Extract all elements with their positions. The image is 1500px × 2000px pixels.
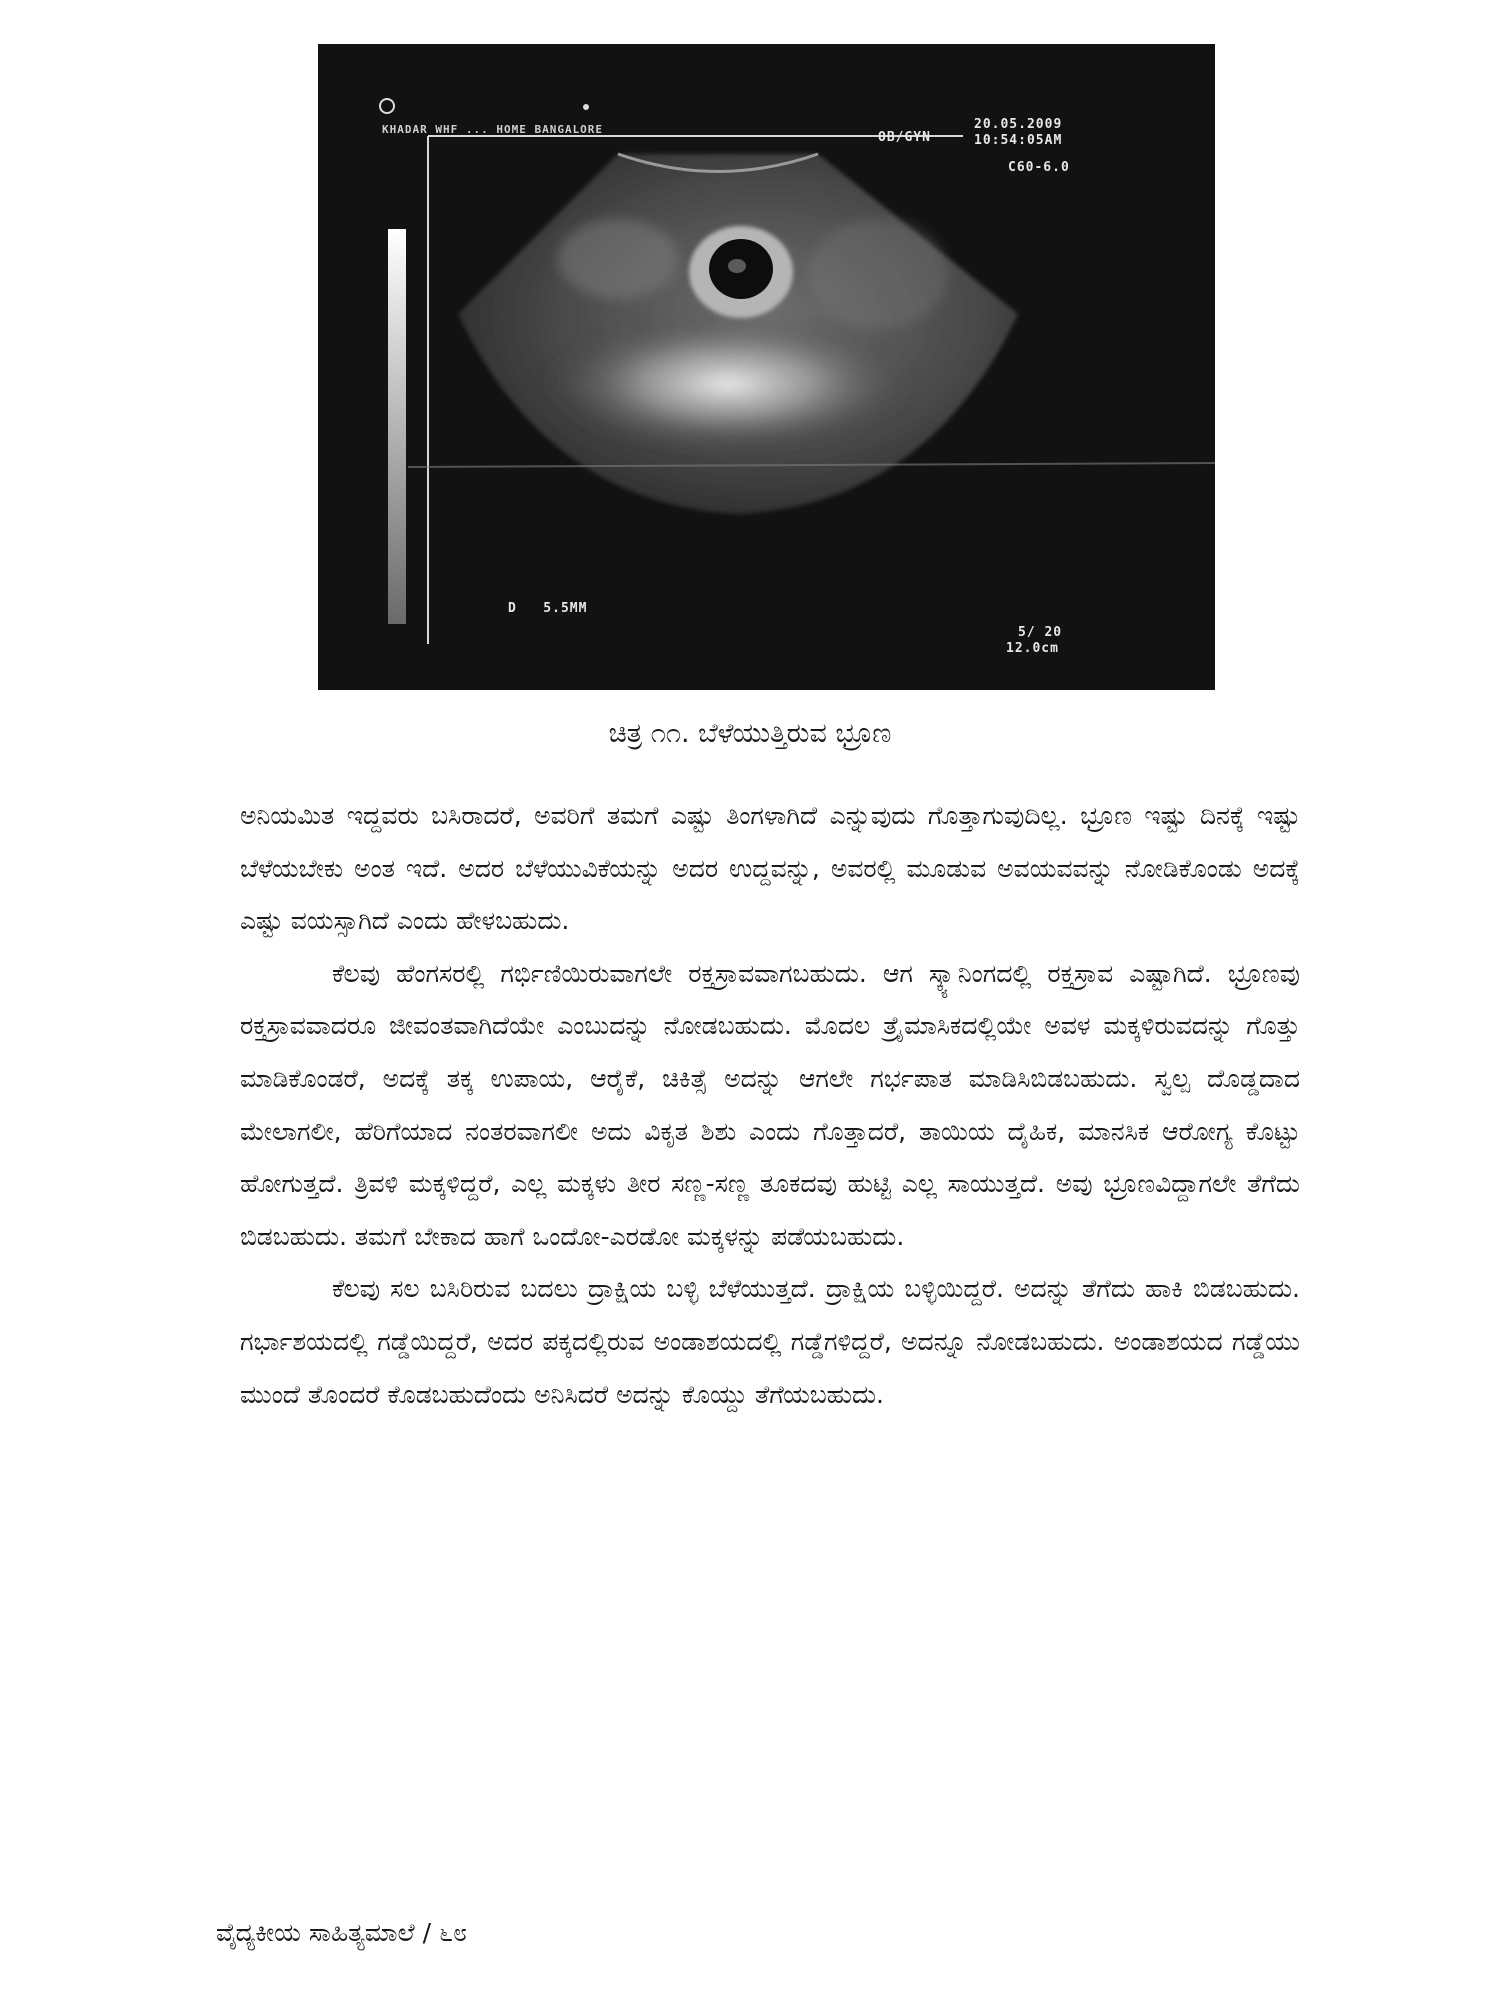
overlay-date: 20.05.2009 [974,117,1063,132]
paragraph: ಅನಿಯಮಿತ ಇದ್ದವರು ಬಸಿರಾದರೆ, ಅವರಿಗೆ ತಮಗೆ ಎಷ್ಟು ತಿಂಗಳಾಗಿದೆ ಎನ್ನುವುದು ಗೊತ್ತಾಗುವುದಿಲ್ಲ. ಭ್ರೂಣ ಇಷ್ಟು ದಿನಕ್ಕೆ ಇಷ್ಟು ಬೆಳೆಯಬೇಕು ಅಂತ ಇದೆ. ಅದರ ಬೆಳೆಯುವಿಕೆಯನ್ನು ಅದರ ಉದ್ದವನ್ನು, ಅವರಲ್ಲಿ ಮೂಡುವ ಅವಯವವನ್ನು ನೋಡಿಕೊಂಡು ಅದಕ್ಕೆ ಎಷ್ಟು ವಯಸ್ಸಾಗಿದೆ ಎಂದು ಹೇಳಬಹುದು. [240,801,1300,936]
overlay-department: OB/GYN [878,130,931,145]
bright-echo-region [538,314,918,454]
overlay-frame: 5/ 20 [1018,625,1063,640]
ultrasound-figure [318,44,1215,690]
overlay-measurement: D 5.5MM [508,601,588,616]
page-footer: ವೈದ್ಯಕೀಯ ಸಾಹಿತ್ಯಮಾಲೆ / ೬೮ [216,1918,467,1947]
overlay-hospital: KHADAR WHF ... HOME BANGALORE [382,123,604,136]
figure-caption: ಚಿತ್ರ ೧೧. ಬೆಳೆಯುತ್ತಿರುವ ಭ್ರೂಣ [608,718,892,749]
overlay-time: 10:54:05AM [974,133,1063,148]
paragraph: ಕೆಲವು ಸಲ ಬಸಿರಿರುವ ಬದಲು ದ್ರಾಕ್ಷಿಯ ಬಳ್ಳಿ ಬೆಳೆಯುತ್ತದೆ. ದ್ರಾಕ್ಷಿಯ ಬಳ್ಳಿಯಿದ್ದರೆ. ಅದನ್ನು ತೆಗೆದು ಹಾಕಿ ಬಿಡಬಹುದು. ಗರ್ಭಾಶಯದಲ್ಲಿ ಗಡ್ಡೆಯಿದ್ದರೆ, ಅದರ ಪಕ್ಕದಲ್ಲಿರುವ ಅಂಡಾಶಯದಲ್ಲಿ ಗಡ್ಡೆಗಳಿದ್ದರೆ, ಅದನ್ನೂ ನೋಡಬಹುದು. ಅಂಡಾಶಯದ ಗಡ್ಡೆಯು ಮುಂದೆ ತೊಂದರೆ ಕೊಡಬಹುದೆಂದು ಅನಿಸಿದರೆ ಅದನ್ನು ಕೊಯ್ದು ತೆಗೆಯಬಹುದು. [240,1274,1300,1409]
ultrasound-image [318,44,1215,690]
overlay-probe: C60-6.0 [1008,160,1070,175]
overlay-depth: 12.0cm [1006,641,1059,656]
grayscale-bar [388,229,406,624]
body-text [240,790,1300,1421]
paragraph: ಕೆಲವು ಹೆಂಗಸರಲ್ಲಿ ಗರ್ಭಿಣಿಯಿರುವಾಗಲೇ ರಕ್ತಸ್ರಾವವಾಗಬಹುದು. ಆಗ ಸ್ಕ್ಯಾನಿಂಗದಲ್ಲಿ ರಕ್ತಸ್ರಾವ ಎಷ್ಟಾಗಿದೆ. ಭ್ರೂಣವು ರಕ್ತಸ್ರಾವವಾದರೂ ಜೀವಂತವಾಗಿದೆಯೇ ಎಂಬುದನ್ನು ನೋಡಬಹುದು. ಮೊದಲ ತ್ರೈಮಾಸಿಕದಲ್ಲಿಯೇ ಅವಳ ಮಕ್ಕಳಿರುವದನ್ನು ಗೊತ್ತು ಮಾಡಿಕೊಂಡರೆ, ಅದಕ್ಕೆ ತಕ್ಕ ಉಪಾಯ, ಆರೈಕೆ, ಚಿಕಿತ್ಸೆ ಅದನ್ನು ಆಗಲೇ ಗರ್ಭಪಾತ ಮಾಡಿಸಿಬಿಡಬಹುದು. ಸ್ವಲ್ಪ ದೊಡ್ಡದಾದ ಮೇಲಾಗಲೀ, ಹೆರಿಗೆಯಾದ ನಂತರವಾಗಲೀ ಅದು ವಿಕೃತ ಶಿಶು ಎಂದು ಗೊತ್ತಾದರೆ, ತಾಯಿಯ ದೈಹಿಕ, ಮಾನಸಿಕ ಆರೋಗ್ಯ ಕೊಟ್ಟು ಹೋಗುತ್ತದೆ. ತ್ರಿವಳಿ ಮಕ್ಕಳಿದ್ದರೆ, ಎಲ್ಲ ಮಕ್ಕಳು ತೀರ ಸಣ್ಣ-ಸಣ್ಣ ತೂಕದವು ಹುಟ್ಟಿ ಎಲ್ಲ ಸಾಯುತ್ತದೆ. ಅವು ಭ್ರೂಣವಿದ್ದಾಗಲೇ ತೆಗೆದು ಬಿಡಬಹುದು. ತಮಗೆ ಬೇಕಾದ ಹಾಗೆ ಒಂದೋ-ಎರಡೋ ಮಕ್ಕಳನ್ನು ಪಡೆಯಬಹುದು. [240,958,1300,1251]
